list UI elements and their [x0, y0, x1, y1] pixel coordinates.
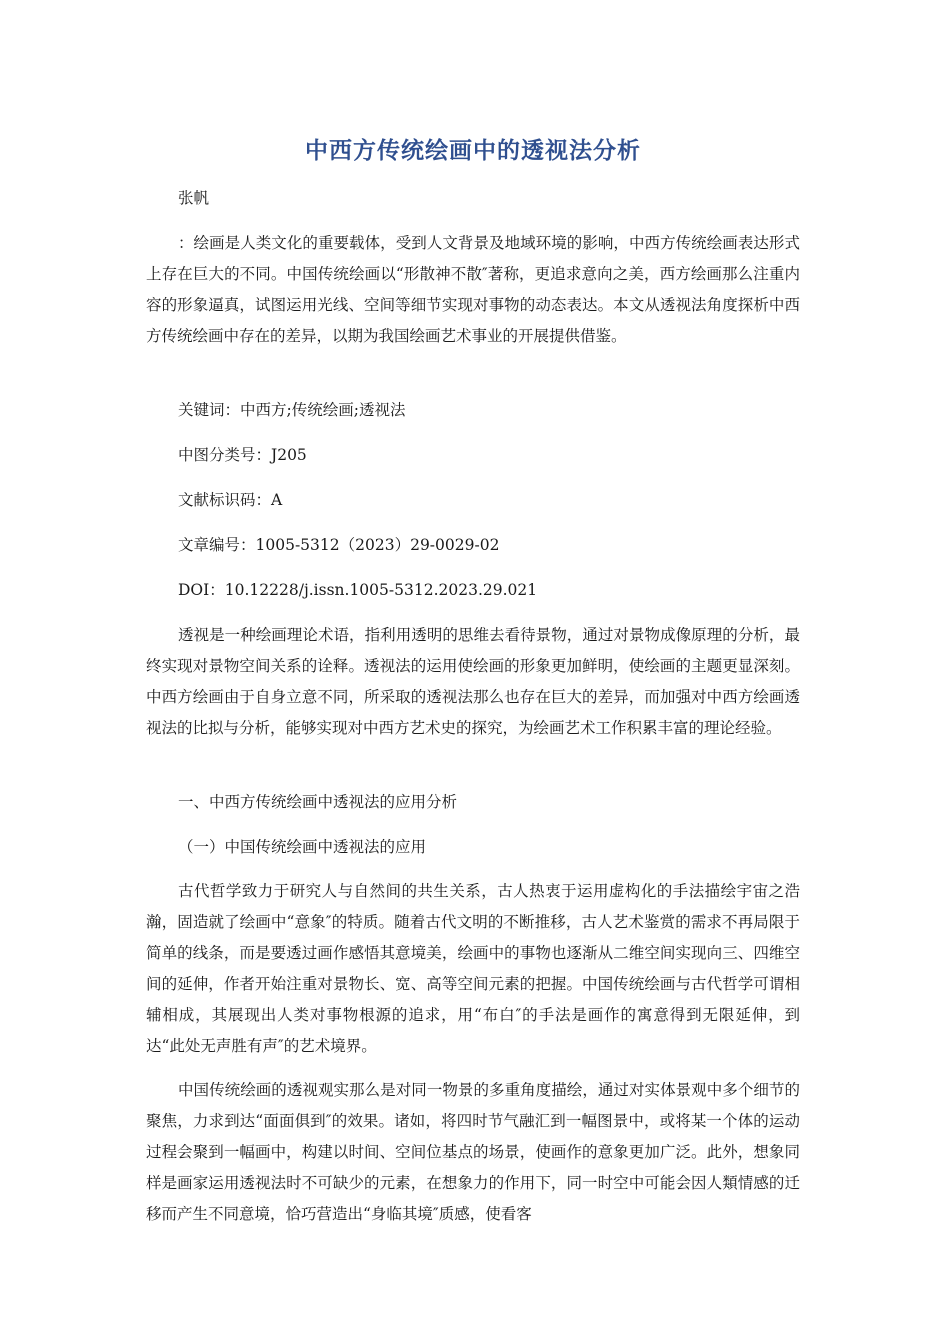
body-paragraph-1: 古代哲学致力于研究人与自然间的共生关系，古人热衷于运用虚构化的手法描绘宇宙之浩瀚，固造就了绘画中“意象″的特质。随着古代文明的不断推移，古人艺术鉴赏的需求不再局限于简单的线条，而是要透过画作感悟其意境美，绘画中的事物也逐渐从二维空间实现向三、四维空间的延伸，作者开始注重对景物长、宽、高等空间元素的把握。中国传统绘画与古代哲学可谓相辅相成，其展现出人类对事物根源的追求，用“布白″的手法是画作的寓意得到无限延伸，到达“此处无声胜有声″的艺术境界。: [146, 882, 800, 1055]
clc-number-line: 中图分类号：J205: [178, 446, 307, 464]
doi-line: DOI：10.12228/j.issn.1005-5312.2023.29.021: [178, 581, 538, 599]
author-name: 张帆: [178, 189, 210, 207]
document-code-line: 文献标识码：A: [178, 491, 283, 509]
section-heading: 一、中西方传统绘画中透视法的应用分析: [178, 793, 458, 811]
intro-paragraph: 透视是一种绘画理论术语，指利用透明的思维去看待景物，通过对景物成像原理的分析，最终实现对景物空间关系的诠释。透视法的运用使绘画的形象更加鲜明，使绘画的主题更显深刻。中西方绘画由于自身立意不同，所采取的透视法那么也存在巨大的差异，而加强对中西方绘画透视法的比拟与分析，能够实现对中西方艺术史的探究，为绘画艺术工作积累丰富的理论经验。: [146, 626, 800, 737]
subsection-heading: （一）中国传统绘画中透视法的应用: [178, 838, 427, 856]
article-title: 中西方传统绘画中的透视法分析: [305, 138, 641, 164]
body-paragraph-2: 中国传统绘画的透视观实那么是对同一物景的多重角度描绘，通过对实体景观中多个细节的聚焦，力求到达“面面俱到″的效果。诸如，将四时节气融汇到一幅图景中，或将某一个体的运动过程会聚到一幅画中，构建以时间、空间位基点的场景，使画作的意象更加广泛。此外，想象同样是画家运用透视法时不可缺少的元素，在想象力的作用下，同一时空中可能会因人類情感的迁移而产生不同意境，恰巧营造出“身临其境″质感，使看客: [146, 1081, 800, 1223]
keywords-line: 关键词：中西方;传统绘画;透视法: [178, 401, 406, 419]
abstract-paragraph: ：绘画是人类文化的重要载体，受到人文背景及地域环境的影响，中西方传统绘画表达形式上存在巨大的不同。中国传统绘画以“形散神不散″著称，更追求意向之美，西方绘画那么注重内容的形象逼真，试图运用光线、空间等细节实现对事物的动态表达。本文从透视法角度探析中西方传统绘画中存在的差异，以期为我国绘画艺术事业的开展提供借鉴。: [146, 234, 800, 345]
article-number-line: 文章编号：1005-5312（2023）29-0029-02: [178, 536, 500, 554]
